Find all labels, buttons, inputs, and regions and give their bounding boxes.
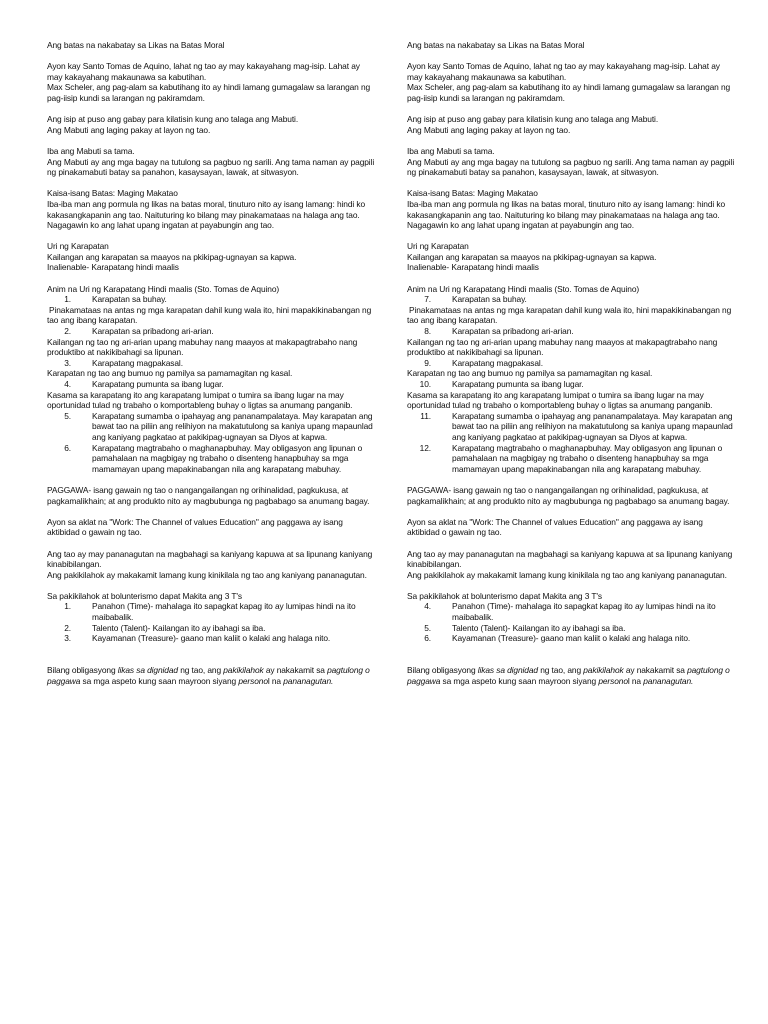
list-text: Karapatang sumamba o ipahayag ang pananampalataya. May karapatan ang bawat tao na piliin ang relihiyon na makatutulong sa kaniya upang mapaunlad ang kaniyang pagkatao at pakikipag-ugnayan sa Diyos at kapwa.: [92, 410, 373, 442]
list-number: 4.: [424, 601, 431, 612]
pananagutan-paragraph: [407, 549, 737, 581]
list-text: Talento (Talent)- Kailangan ito ay ibahagi sa iba.: [452, 622, 626, 633]
kaisa-text: Iba-iba man ang pormula ng likas na batas moral, tinuturo nito ay isang lamang: hindi ko kakasangkapanin ang tao. Naituturing ko bilang may pinakamataas na halaga ang tao. Nagagawin ko ang lahat upang ingatan at payabungin ang tao.: [407, 198, 726, 231]
kaisa-heading: Kaisa-isang Batas: Maging Makatao: [47, 188, 178, 199]
pananagutan-line-2: Ang pakikilahok ay makakamit lamang kung kinikilala ng tao ang kaniyang pananagutan.: [407, 569, 727, 580]
list-item: [47, 623, 377, 634]
list-number: 3.: [64, 633, 71, 644]
list-item: [407, 379, 737, 390]
list-item: [47, 294, 377, 305]
list-item: [47, 379, 377, 390]
item-description: Pinakamataas na antas ng mga karapatan dahil kung wala ito, hini mapakikinabangan ng tao ang ibang karapatan.: [47, 304, 372, 326]
anim-heading: Anim na Uri ng Karapatang Hindi maalis (Sto. Tomas de Aquino): [47, 283, 280, 294]
kaisa-section: [47, 188, 377, 230]
list-item: [407, 326, 737, 337]
item-description: Kailangan ng tao ng ari-arian upang mabuhay nang maayos at makapagtrabaho nang produktibo at nakikibahagi sa lipunan.: [407, 336, 718, 358]
intro-aquino: Ayon kay Santo Tomas de Aquino, lahat ng tao ay may kakayahang mag-isip. Lahat ay may kakayahang makaunawa sa kabutihan.: [47, 61, 360, 82]
list-number: 2.: [64, 622, 71, 633]
pananagutan-line-1: Ang tao ay may pananagutan na magbahagi sa kaniyang kapuwa at sa lipunang kaniyang kinabibilangan.: [47, 548, 373, 570]
paggawa-paragraph: PAGGAWA- isang gawain ng tao o nangangailangan ng orihinalidad, pagkukusa, at pagkamalikhain; at ang produkto nito ay magbubunga ng pagbabago sa anumang bagay.: [407, 484, 730, 506]
list-item: [47, 326, 377, 337]
list-item: [407, 443, 737, 475]
anim-heading: Anim na Uri ng Karapatang Hindi maalis (Sto. Tomas de Aquino): [407, 283, 640, 294]
pananagutan-line-2: Ang pakikilahok ay makakamit lamang kung kinikilala ng tao ang kaniyang pananagutan.: [47, 569, 367, 580]
pakikilahok-heading: Sa pakikilahok at bolunterismo dapat Makita ang 3 T's: [47, 590, 242, 601]
item-description: Karapatan ng tao ang bumuo ng pamilya sa pamamagitan ng kasal.: [47, 368, 293, 379]
intro-aquino: Ayon kay Santo Tomas de Aquino, lahat ng tao ay may kakayahang mag-isip. Lahat ay may kakayahang makaunawa sa kabutihan.: [407, 61, 720, 82]
iba-line-2: Ang Mabuti ay ang mga bagay na tutulong sa pagbuo ng sarili. Ang tama naman ay pagpili ng pinakamabuti batay sa panahon, kasaysayan, lawak, at sitwasyon.: [47, 156, 375, 178]
list-item: [407, 623, 737, 634]
isip-line-1: Ang isip at puso ang gabay para kilatisin kung ano talaga ang Mabuti.: [47, 114, 299, 125]
item-description: Karapatan ng tao ang bumuo ng pamilya sa pamamagitan ng kasal.: [407, 368, 653, 379]
kaisa-text: Iba-iba man ang pormula ng likas na batas moral, tinuturo nito ay isang lamang: hindi ko kakasangkapanin ang tao. Naituturing ko bilang may pinakamataas na halaga ang tao. Nagagawin ko ang lahat upang ingatan at payabungin ang tao.: [47, 198, 366, 231]
list-text: Panahon (Time)- mahalaga ito sapagkat kapag ito ay lumipas hindi na ito maibabalik.: [452, 601, 716, 623]
right-column: [407, 40, 737, 697]
list-number: 5.: [424, 622, 431, 633]
list-text: Karapatan sa pribadong ari-arian.: [452, 326, 574, 337]
list-item: [47, 358, 377, 369]
document-title: Ang batas na nakabatay sa Likas na Batas Moral: [407, 40, 585, 50]
pakikilahok-heading: Sa pakikilahok at bolunterismo dapat Makita ang 3 T's: [407, 590, 602, 601]
list-number: 9.: [424, 357, 431, 368]
list-text: Karapatang magtrabaho o maghanapbuhay. May obligasyon ang lipunan o pamahalaan na magbigay ng trabaho o disenteng hanapbuhay sa mga mamamayan upang mapakinabangan nila ang karapatang mabuhay.: [452, 442, 723, 474]
list-text: Karapatang sumamba o ipahayag ang pananampalataya. May karapatan ang bawat tao na piliin ang relihiyon na makatutulong sa kaniya upang mapaunlad ang kaniyang pagkatao at pakikipag-ugnayan sa Diyos at kapwa.: [452, 410, 733, 442]
list-number: 6.: [424, 633, 431, 644]
list-number: 4.: [64, 379, 71, 389]
intro-scheler: Max Scheler, ang pag-alam sa kabutihang ito ay hindi lamang gumagalaw sa larangan ng pag-iisip kundi sa larangan ng pakiramdam.: [47, 82, 371, 103]
list-item: [47, 411, 377, 443]
list-number: 1.: [64, 601, 71, 612]
isip-paragraph: [47, 114, 377, 135]
iba-paragraph: [407, 146, 737, 178]
list-text: Karapatan sa buhay.: [92, 294, 167, 305]
list-number: 1.: [64, 294, 71, 305]
pakikilahok-section: [47, 591, 377, 644]
list-item: [407, 294, 737, 305]
list-text: Karapatang pumunta sa ibang lugar.: [92, 379, 224, 389]
pananagutan-line-1: Ang tao ay may pananagutan na magbahagi sa kaniyang kapuwa at sa lipunang kaniyang kinabibilangan.: [407, 548, 733, 570]
list-item: [407, 358, 737, 369]
list-text: Panahon (Time)- mahalaga ito sapagkat kapag ito ay lumipas hindi na ito maibabalik.: [92, 601, 356, 623]
list-item: [407, 601, 737, 622]
uri-section: [407, 241, 737, 273]
intro-paragraph: [407, 61, 737, 103]
list-item: [407, 633, 737, 644]
aklat-paragraph: Ayon sa aklat na "Work: The Channel of values Education" ang paggawa ay isang aktibidad o gawain ng tao.: [407, 516, 703, 538]
iba-line-1: Iba ang Mabuti sa tama.: [47, 145, 135, 156]
isip-paragraph: [407, 114, 737, 135]
uri-line-2: Inalienable- Karapatang hindi maalis: [47, 262, 179, 273]
list-number: 10.: [419, 379, 431, 389]
list-text: Karapatan sa pribadong ari-arian.: [92, 326, 214, 337]
paggawa-paragraph: PAGGAWA- isang gawain ng tao o nangangailangan ng orihinalidad, pagkukusa, at pagkamalikhain; at ang produkto nito ay magbubunga ng pagbabago sa anumang bagay.: [47, 484, 370, 506]
list-text: Karapatang magpakasal.: [452, 357, 543, 368]
pakikilahok-section: [407, 591, 737, 644]
uri-heading: Uri ng Karapatan: [47, 241, 109, 252]
kaisa-section: [407, 188, 737, 230]
uri-line-1: Kailangan ang karapatan sa maayos na pkikipag-ugnayan sa kapwa.: [47, 251, 297, 262]
list-text: Karapatang magtrabaho o maghanapbuhay. May obligasyon ang lipunan o pamahalaan na magbigay ng trabaho o disenteng hanapbuhay sa mga mamamayan upang mapakinabangan nila ang karapatang mabuhay.: [92, 442, 363, 474]
list-text: Karapatang magpakasal.: [92, 357, 183, 368]
uri-line-2: Inalienable- Karapatang hindi maalis: [407, 262, 539, 273]
list-text: Kayamanan (Treasure)- gaano man kaliit o kalaki ang halaga nito.: [92, 633, 331, 644]
intro-paragraph: [47, 61, 377, 103]
list-item: [407, 411, 737, 443]
item-description: Kasama sa karapatang ito ang karapatang lumipat o tumira sa ibang lugar na may oportunidad tulad ng trabaho o komportableng buhay o ligtas sa anumang panganib.: [47, 389, 353, 411]
closing-paragraph: Bilang obligasyong likas sa dignidad ng tao, ang pakikilahok ay nakakamit sa pagtulong o paggawa sa mga aspeto kung saan mayroon siyang personol na pananagutan.: [407, 665, 730, 686]
list-number: 5.: [64, 410, 71, 421]
isip-line-1: Ang isip at puso ang gabay para kilatisin kung ano talaga ang Mabuti.: [407, 114, 659, 125]
list-item: [47, 633, 377, 644]
anim-section: [47, 284, 377, 475]
list-number: 7.: [424, 294, 431, 305]
list-number: 6.: [64, 442, 71, 453]
uri-heading: Uri ng Karapatan: [407, 241, 469, 252]
iba-paragraph: [47, 146, 377, 178]
uri-section: [47, 241, 377, 273]
list-text: Karapatan sa buhay.: [452, 294, 527, 305]
iba-line-1: Iba ang Mabuti sa tama.: [407, 145, 495, 156]
pananagutan-paragraph: [47, 549, 377, 581]
list-text: Karapatang pumunta sa ibang lugar.: [452, 379, 584, 389]
isip-line-2: Ang Mabuti ang laging pakay at layon ng tao.: [47, 124, 211, 135]
uri-line-1: Kailangan ang karapatan sa maayos na pkikipag-ugnayan sa kapwa.: [407, 251, 657, 262]
list-number: 2.: [64, 326, 71, 337]
iba-line-2: Ang Mabuti ay ang mga bagay na tutulong sa pagbuo ng sarili. Ang tama naman ay pagpili ng pinakamabuti batay sa panahon, kasaysayan, lawak, at sitwasyon.: [407, 156, 735, 178]
aklat-paragraph: Ayon sa aklat na "Work: The Channel of values Education" ang paggawa ay isang aktibidad o gawain ng tao.: [47, 516, 343, 538]
item-description: Kailangan ng tao ng ari-arian upang mabuhay nang maayos at makapagtrabaho nang produktibo at nakikibahagi sa lipunan.: [47, 336, 358, 358]
list-number: 3.: [64, 357, 71, 368]
kaisa-heading: Kaisa-isang Batas: Maging Makatao: [407, 188, 538, 199]
intro-scheler: Max Scheler, ang pag-alam sa kabutihang ito ay hindi lamang gumagalaw sa larangan ng pag-iisip kundi sa larangan ng pakiramdam.: [407, 82, 731, 103]
document-title: Ang batas na nakabatay sa Likas na Batas Moral: [47, 40, 225, 50]
list-item: [47, 601, 377, 622]
list-number: 12.: [419, 442, 431, 453]
item-description: Kasama sa karapatang ito ang karapatang lumipat o tumira sa ibang lugar na may oportunidad tulad ng trabaho o komportableng buhay o ligtas sa anumang panganib.: [407, 389, 713, 411]
item-description: Pinakamataas na antas ng mga karapatan dahil kung wala ito, hini mapakikinabangan ng tao ang ibang karapatan.: [407, 304, 732, 326]
left-column: [47, 40, 377, 697]
list-text: Kayamanan (Treasure)- gaano man kaliit o kalaki ang halaga nito.: [452, 633, 691, 644]
list-number: 11.: [420, 410, 431, 421]
anim-section: [407, 284, 737, 475]
list-number: 8.: [424, 326, 431, 337]
list-text: Talento (Talent)- Kailangan ito ay ibahagi sa iba.: [92, 622, 266, 633]
isip-line-2: Ang Mabuti ang laging pakay at layon ng tao.: [407, 124, 571, 135]
closing-paragraph: Bilang obligasyong likas sa dignidad ng tao, ang pakikilahok ay nakakamit sa pagtulong o paggawa sa mga aspeto kung saan mayroon siyang personol na pananagutan.: [47, 665, 370, 686]
list-item: [47, 443, 377, 475]
